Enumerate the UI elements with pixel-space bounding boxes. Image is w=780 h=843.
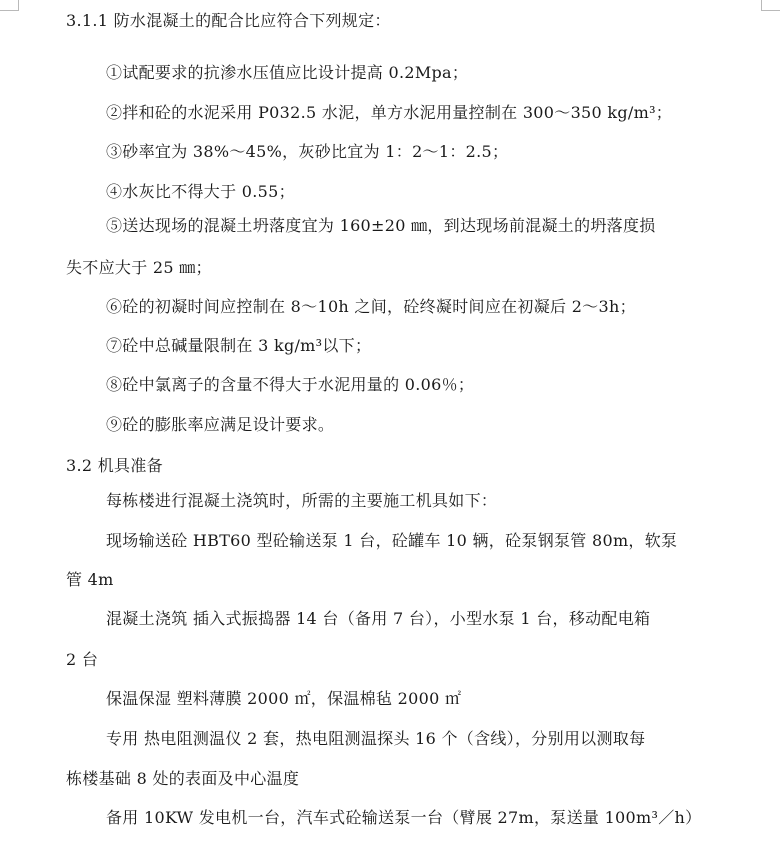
- equipment-row: 备用 10KW 发电机一台，汽车式砼输送泵一台（臂展 27m，泵送量 100m³／h）: [106, 808, 702, 827]
- list-item-continuation: 失不应大于 25 ㎜；: [66, 258, 212, 277]
- equipment-row-continuation: 管 4m: [66, 570, 114, 589]
- list-item: ③砂率宜为 38%～45%，灰砂比宜为 1：2～1：2.5；: [106, 142, 509, 161]
- list-item: ⑥砼的初凝时间应控制在 8～10h 之间，砼终凝时间应在初凝后 2～3h；: [106, 297, 636, 316]
- section-intro: 每栋楼进行混凝土浇筑时，所需的主要施工机具如下：: [106, 491, 498, 510]
- list-item: ⑤送达现场的混凝土坍落度宜为 160±20 ㎜，到达现场前混凝土的坍落度损: [106, 216, 656, 235]
- section-heading-3-1-1: 3.1.1 防水混凝土的配合比应符合下列规定：: [66, 11, 391, 30]
- equipment-row: 混凝土浇筑 插入式振捣器 14 台（备用 7 台），小型水泵 1 台，移动配电箱: [106, 609, 651, 628]
- equipment-row: 保温保湿 塑料薄膜 2000 ㎡，保温棉毡 2000 ㎡: [106, 689, 462, 708]
- section-heading-3-2: 3.2 机具准备: [66, 456, 163, 475]
- list-item: ①试配要求的抗渗水压值应比设计提高 0.2Mpa；: [106, 63, 469, 82]
- list-item: ④水灰比不得大于 0.55；: [106, 182, 295, 201]
- page-corner-mark-left: [0, 0, 19, 11]
- list-item: ⑧砼中氯离子的含量不得大于水泥用量的 0.06％；: [106, 375, 475, 394]
- equipment-row-continuation: 2 台: [66, 650, 99, 669]
- list-item: ②拌和砼的水泥采用 P032.5 水泥，单方水泥用量控制在 300～350 kg/m³；: [106, 103, 673, 122]
- equipment-row: 现场输送砼 HBT60 型砼输送泵 1 台，砼罐车 10 辆，砼泵钢泵管 80m，软泵: [106, 531, 678, 550]
- list-item: ⑨砼的膨胀率应满足设计要求。: [106, 415, 335, 434]
- page-corner-mark-right: [761, 0, 780, 11]
- equipment-row: 专用 热电阻测温仪 2 套，热电阻测温探头 16 个（含线），分别用以测取每: [106, 729, 646, 748]
- list-item: ⑦砼中总碱量限制在 3 kg/m³以下；: [106, 336, 372, 355]
- equipment-row-continuation: 栋楼基础 8 处的表面及中心温度: [66, 769, 300, 788]
